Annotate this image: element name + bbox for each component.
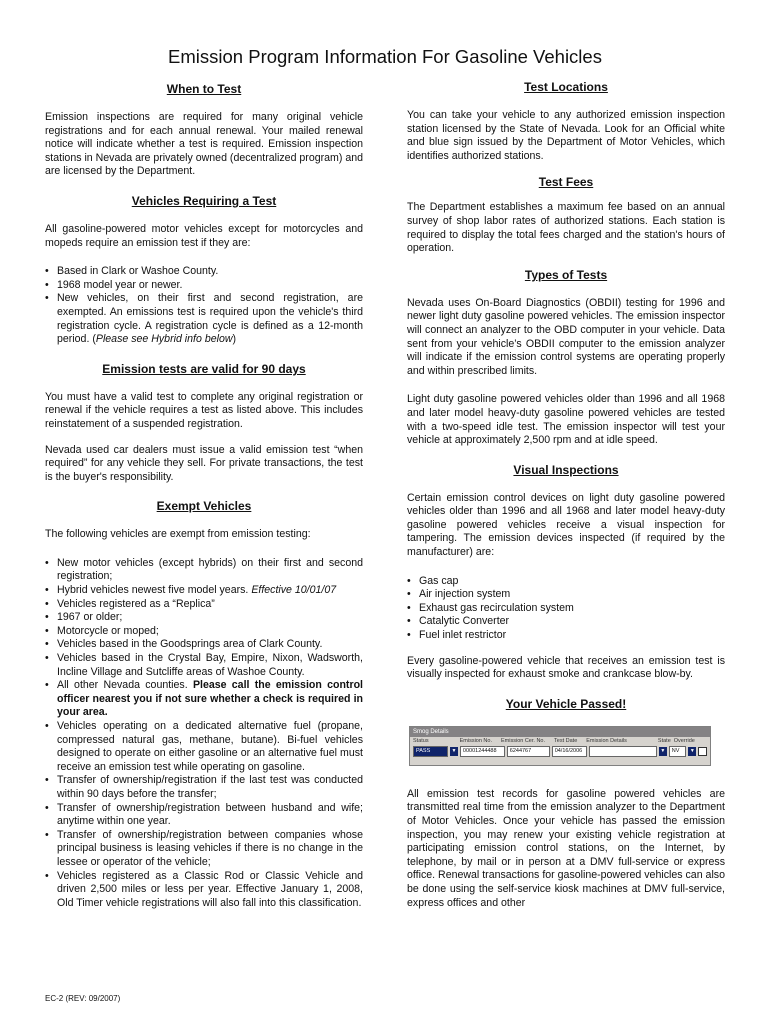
list-item: • Based in Clark or Washoe County. — [57, 265, 363, 279]
list-item: • Transfer of ownership/registration between companies whose principal business is leasing vehicles if there is no change in the lessee or operator of the vehicle; — [57, 829, 363, 870]
types-of-tests-heading: Types of Tests — [524, 267, 608, 282]
vehicles-requiring-test-heading: Vehicles Requiring a Test — [131, 193, 277, 208]
types-of-tests-text-2: Light duty gasoline powered vehicles older than 1996 and all 1968 and later model heavy-duty gasoline powered vehicles are tested with a two-speed idle test. The emission inspector will test your vehicle at approximately 2,500 rpm and at idle speed. — [407, 393, 725, 447]
test-fees-heading: Test Fees — [538, 175, 594, 190]
vehicles-requiring-test-text: All gasoline-powered motor vehicles except for motorcycles and mopeds require an emission test if they are: — [45, 222, 363, 249]
emission-no-label: Emission No. — [459, 737, 492, 744]
visual-inspections-text: Certain emission control devices on light duty gasoline powered vehicles older than 1996 and all 1968 and later model heavy-duty gasoline powered vehicles receive a visual inspection for tampering. The emission devices inspected (if required by the manufacturer) are: — [407, 491, 725, 559]
list-item-text: New vehicles, on their first and second registration, are exempted. An emissions test is required upon the vehicle's third registration cycle. A registration cycle is defined as a 12-month period. ( — [57, 292, 363, 346]
form-revision-footer: EC-2 (REV: 09/2007) — [45, 994, 121, 1003]
list-item: • Vehicles registered as a Classic Rod or Classic Vehicle and driven 2,500 miles or less per year. Effective January 1, 2008, Old Timer vehicle registrations will also fall into this classification. — [57, 870, 363, 911]
visual-inspections-heading: Visual Inspections — [513, 462, 619, 477]
smog-details-row — [410, 746, 710, 758]
list-item: • Exhaust gas recirculation system — [419, 602, 725, 616]
exempt-vehicles-heading: Exempt Vehicles — [156, 499, 252, 514]
list-item: • 1967 or older; — [57, 611, 363, 625]
override-checkbox[interactable] — [698, 747, 707, 756]
list-item: • Vehicles based in the Goodsprings area of Clark County. — [57, 638, 363, 652]
list-item: • Vehicles operating on a dedicated alternative fuel (propane, compressed natural gas, methane, butane). Bi-fuel vehicles designed to operate on either gasoline or an alternative fuel must receive an emission test while operating on gasoline. — [57, 720, 363, 774]
list-item: • Transfer of ownership/registration if the last test was conducted within 90 days before the transfer; — [57, 774, 363, 801]
test-date-label: Test Date — [554, 737, 578, 744]
list-item: • Motorcycle or moped; — [57, 625, 363, 639]
list-item: • Fuel inlet restrictor — [419, 629, 725, 643]
hybrid-info-note: Please see Hybrid info below — [95, 333, 233, 346]
test-fees-text: The Department establishes a maximum fee based on an annual survey of shop labor rates of authorized stations. Each station is required to display the total fees charged and the station's hours of operation. — [407, 201, 725, 255]
visual-items-list — [407, 575, 725, 643]
list-item: • Transfer of ownership/registration between husband and wife; anytime within one year. — [57, 802, 363, 829]
chevron-down-icon[interactable]: ▼ — [451, 748, 457, 755]
exempt-list — [45, 557, 363, 910]
list-item — [57, 292, 363, 346]
when-to-test-heading: When to Test — [166, 82, 242, 96]
list-item-text-end: ) — [232, 333, 237, 346]
cert-no-label: Emission Cer. No. — [501, 737, 546, 744]
valid-text-1: You must have a valid test to complete any original registration or renewal if the vehicle requires a test as listed above. This includes reinstatement of a suspended registration. — [45, 390, 363, 430]
chevron-down-icon[interactable]: ▼ — [689, 748, 695, 755]
vehicle-passed-heading: Your Vehicle Passed! — [505, 696, 627, 711]
list-item — [57, 679, 363, 720]
vehicle-passed-text: All emission test records for gasoline powered vehicles are transmitted real time from the emission analyzer to the Department of Motor Vehicles. Once your vehicle has passed the emission inspection, you may renew your existing vehicle registration at participating emission control stations, on the Internet, by telephone, by mail or in person at a DMV full-service or express office. Renewal transactions for gasoline-powered vehicles can also be done using the self-service kiosk machines at DMV full-service, express offices and other — [407, 787, 725, 909]
page-title: Emission Program Information For Gasoline Vehicles — [168, 46, 602, 67]
list-item — [57, 584, 363, 598]
visual-inspections-text-2: Every gasoline-powered vehicle that receives an emission test is visually inspected for exhaust smoke and crankcase blow-by. — [407, 654, 725, 681]
list-item-text: Hybrid vehicles newest five model years. — [57, 584, 252, 597]
list-item: • Vehicles based in the Crystal Bay, Empire, Nixon, Wadsworth, Incline Village and Sutcliffe areas of Washoe County. — [57, 652, 363, 679]
right-column — [407, 80, 725, 910]
list-item: • 1968 model year or newer. — [57, 279, 363, 293]
chevron-down-icon[interactable]: ▼ — [660, 748, 666, 755]
list-item: • Air injection system — [419, 588, 725, 602]
types-of-tests-text-1: Nevada uses On-Board Diagnostics (OBDII) testing for 1996 and newer light duty gasoline powered vehicles. The emission inspector will connect an analyzer to the OBD computer in your vehicle. Data sent from your vehicle’s OBDII computer to the emission analyzer will indicate if the emission control systems are operating properly and within prescribed limits. — [407, 296, 725, 377]
test-locations-text: You can take your vehicle to any authorized emission inspection station licensed by the State of Nevada. Look for an Official white and blue sign issued by the Department of Motor Vehicles, which identifies authorized stations. — [407, 109, 725, 162]
state-select[interactable]: NV — [669, 746, 687, 757]
left-column — [45, 80, 363, 910]
override-label: Override — [673, 737, 695, 744]
effective-date-note: Effective 10/01/07 — [251, 584, 337, 597]
requiring-test-list — [45, 265, 363, 347]
list-item: • Gas cap — [419, 575, 725, 589]
when-to-test-text: Emission inspections are required for many original vehicle registrations and for each annual renewal. Your mailed renewal notice will indicate whether a test is required. Emission inspection stations in Nevada are privately owned (decentralized program) and are licensed by the Department. — [45, 111, 363, 178]
list-item: • Vehicles registered as a “Replica” — [57, 598, 363, 612]
valid-text-2: Nevada used car dealers must issue a valid emission test “when required” for any vehicle they sell. For private transactions, the test is the buyer's responsibility. — [45, 443, 363, 483]
valid-90-days-heading: Emission tests are valid for 90 days — [102, 361, 306, 376]
list-item: • New motor vehicles (except hybrids) on their first and second registration; — [57, 557, 363, 584]
test-date-field[interactable]: 04/16/2006 — [552, 746, 587, 757]
exempt-intro: The following vehicles are exempt from emission testing: — [45, 528, 311, 541]
call-officer-note: Please call the emission control officer nearest you if not sure whether a check is required in your area. — [57, 679, 363, 719]
smog-details-header: Smog Details — [410, 727, 710, 737]
status-select[interactable]: PASS — [413, 746, 448, 757]
smog-details-screenshot — [409, 726, 711, 766]
cert-no-field[interactable]: 6244767 — [507, 746, 550, 757]
emission-no-field[interactable]: 00001244488 — [460, 746, 505, 757]
state-label: State — [657, 737, 671, 744]
test-locations-heading: Test Locations — [524, 80, 608, 94]
list-item: • Catalytic Converter — [419, 615, 725, 629]
emission-details-field[interactable] — [589, 746, 657, 757]
list-item-text: All other Nevada counties. — [57, 679, 193, 692]
status-label: Status — [413, 737, 429, 744]
smog-details-labels — [410, 737, 710, 746]
details-label: Emission Details — [586, 737, 627, 744]
